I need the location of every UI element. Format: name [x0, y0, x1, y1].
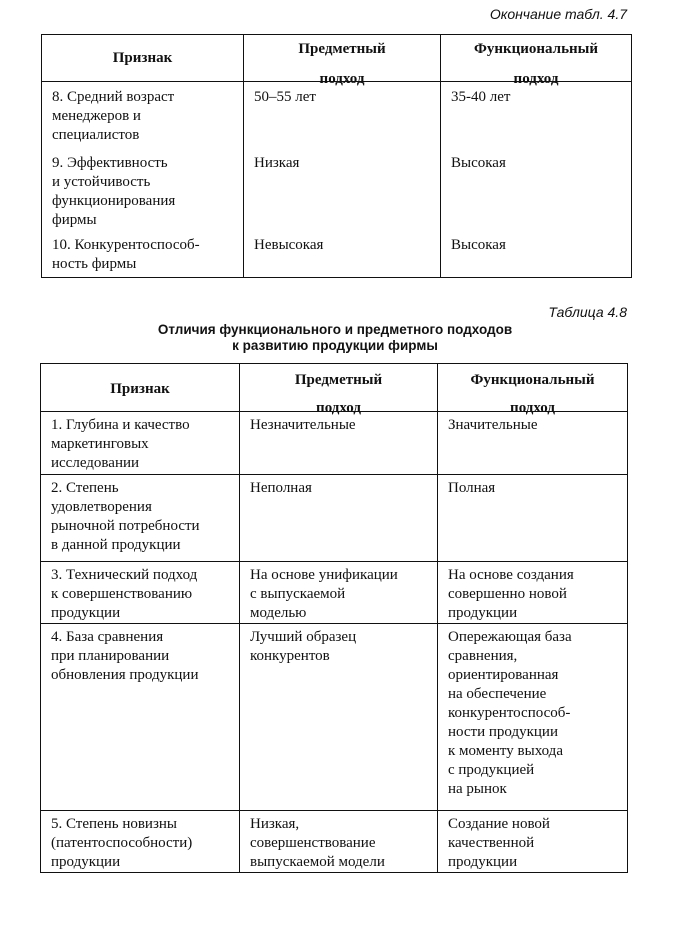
header-attribute: Признак [42, 35, 244, 82]
cell-functional [438, 412, 628, 475]
header-attribute: Признак [41, 364, 240, 412]
cell-functional [441, 148, 632, 230]
header-functional: Функциональный подход [438, 364, 628, 412]
cell-line: маркетинговых [51, 436, 149, 452]
cell-line: совершенно новой [448, 586, 567, 602]
cell-attribute [42, 82, 244, 148]
cell-line: удовлетворения [51, 499, 152, 515]
cell-attribute [42, 230, 244, 278]
cell-line: продукции [51, 854, 121, 870]
cell-line: ности продукции [448, 724, 558, 740]
cell-line: в данной продукции [51, 537, 181, 553]
table-row [41, 624, 628, 811]
table-row [41, 811, 628, 873]
cell-line: ориентированная [448, 667, 559, 683]
cell-line: 8. Средний возраст [52, 89, 175, 105]
cell-line: На основе унификации [250, 567, 398, 583]
cell-line: Высокая [451, 154, 506, 171]
cell-functional [441, 82, 632, 148]
cell-line: Создание новой [448, 816, 550, 832]
table-row [42, 230, 632, 278]
table-row [42, 148, 632, 230]
cell-line: на рынок [448, 781, 507, 797]
cell-line: 35-40 лет [451, 89, 511, 105]
cell-line: 3. Технический подход [51, 567, 198, 583]
cell-attribute [41, 412, 240, 475]
cell-line: Полная [448, 480, 496, 496]
cell-functional [438, 624, 628, 811]
cell-line: специалистов [52, 127, 140, 143]
cell-functional [438, 475, 628, 562]
cell-line: продукции [51, 605, 121, 621]
table1-caption: Окончание табл. 4.7 [489, 6, 627, 22]
cell-line: ность фирмы [52, 255, 137, 272]
header-functional: Функциональный подход [441, 35, 632, 82]
cell-line: выпускаемой модели [250, 854, 385, 870]
cell-line: конкурентоспособ- [448, 705, 571, 721]
cell-subject [240, 562, 438, 624]
cell-line: продукции [448, 854, 518, 870]
cell-line: сравнения, [448, 648, 518, 664]
cell-line: исследовании [51, 455, 140, 471]
table2-title-line1: Отличия функционального и предметного подходов [157, 322, 513, 337]
cell-line: Неполная [250, 480, 312, 496]
cell-line: с выпускаемой [250, 586, 346, 602]
cell-line: 1. Глубина и качество [51, 417, 190, 433]
cell-line: (патентоспособности) [51, 835, 193, 851]
cell-line: Значительные [448, 417, 538, 433]
cell-functional [441, 230, 632, 278]
table-row [41, 562, 628, 624]
table-row [41, 475, 628, 562]
cell-line: обновления продукции [51, 667, 199, 683]
cell-line: на обеспечение [448, 686, 547, 702]
cell-subject [240, 475, 438, 562]
cell-line: 5. Степень новизны [51, 816, 177, 832]
cell-line: моделью [250, 605, 307, 621]
cell-line: Невысокая [254, 236, 324, 253]
cell-line: рыночной потребности [51, 518, 200, 534]
cell-line: 10. Конкурентоспособ- [52, 236, 200, 253]
cell-subject [240, 811, 438, 873]
header-subject: Предметный подход [240, 364, 438, 412]
cell-line: к совершенствованию [51, 586, 193, 602]
cell-line: 2. Степень [51, 480, 119, 496]
cell-line: при планировании [51, 648, 170, 664]
cell-subject [244, 230, 441, 278]
cell-line: На основе создания [448, 567, 574, 583]
cell-line: Высокая [451, 236, 506, 253]
cell-line: конкурентов [250, 648, 330, 664]
cell-attribute [41, 562, 240, 624]
cell-subject [244, 82, 441, 148]
table2-title [40, 322, 630, 354]
table2-caption: Таблица 4.8 [548, 304, 627, 320]
cell-line: и устойчивость [52, 173, 151, 190]
cell-line: качественной [448, 835, 535, 851]
cell-line: к моменту выхода [448, 743, 563, 759]
cell-line: Опережающая база [448, 629, 572, 645]
cell-subject [244, 148, 441, 230]
cell-line: фирмы [52, 211, 97, 228]
cell-line: функционирования [52, 192, 176, 209]
cell-line: с продукцией [448, 762, 535, 778]
cell-subject [240, 624, 438, 811]
table-row [42, 82, 632, 148]
table-4-8 [40, 363, 628, 873]
cell-line: продукции [448, 605, 518, 621]
cell-line: 50–55 лет [254, 89, 316, 105]
cell-functional [438, 562, 628, 624]
cell-attribute [41, 624, 240, 811]
header-subject: Предметный подход [244, 35, 441, 82]
cell-line: 4. База сравнения [51, 629, 164, 645]
cell-line: 9. Эффективность [52, 154, 168, 171]
cell-line: Незначительные [250, 417, 356, 433]
cell-line: Низкая [254, 154, 300, 171]
table2-title-line2: к развитию продукции фирмы [232, 338, 438, 353]
table-4-7 [41, 34, 632, 278]
table-row [41, 412, 628, 475]
cell-line: Лучший образец [250, 629, 357, 645]
cell-attribute [41, 811, 240, 873]
cell-attribute [41, 475, 240, 562]
cell-functional [438, 811, 628, 873]
cell-subject [240, 412, 438, 475]
cell-line: Низкая, [250, 816, 300, 832]
cell-line: совершенствование [250, 835, 376, 851]
cell-attribute [42, 148, 244, 230]
cell-line: менеджеров и [52, 108, 141, 124]
